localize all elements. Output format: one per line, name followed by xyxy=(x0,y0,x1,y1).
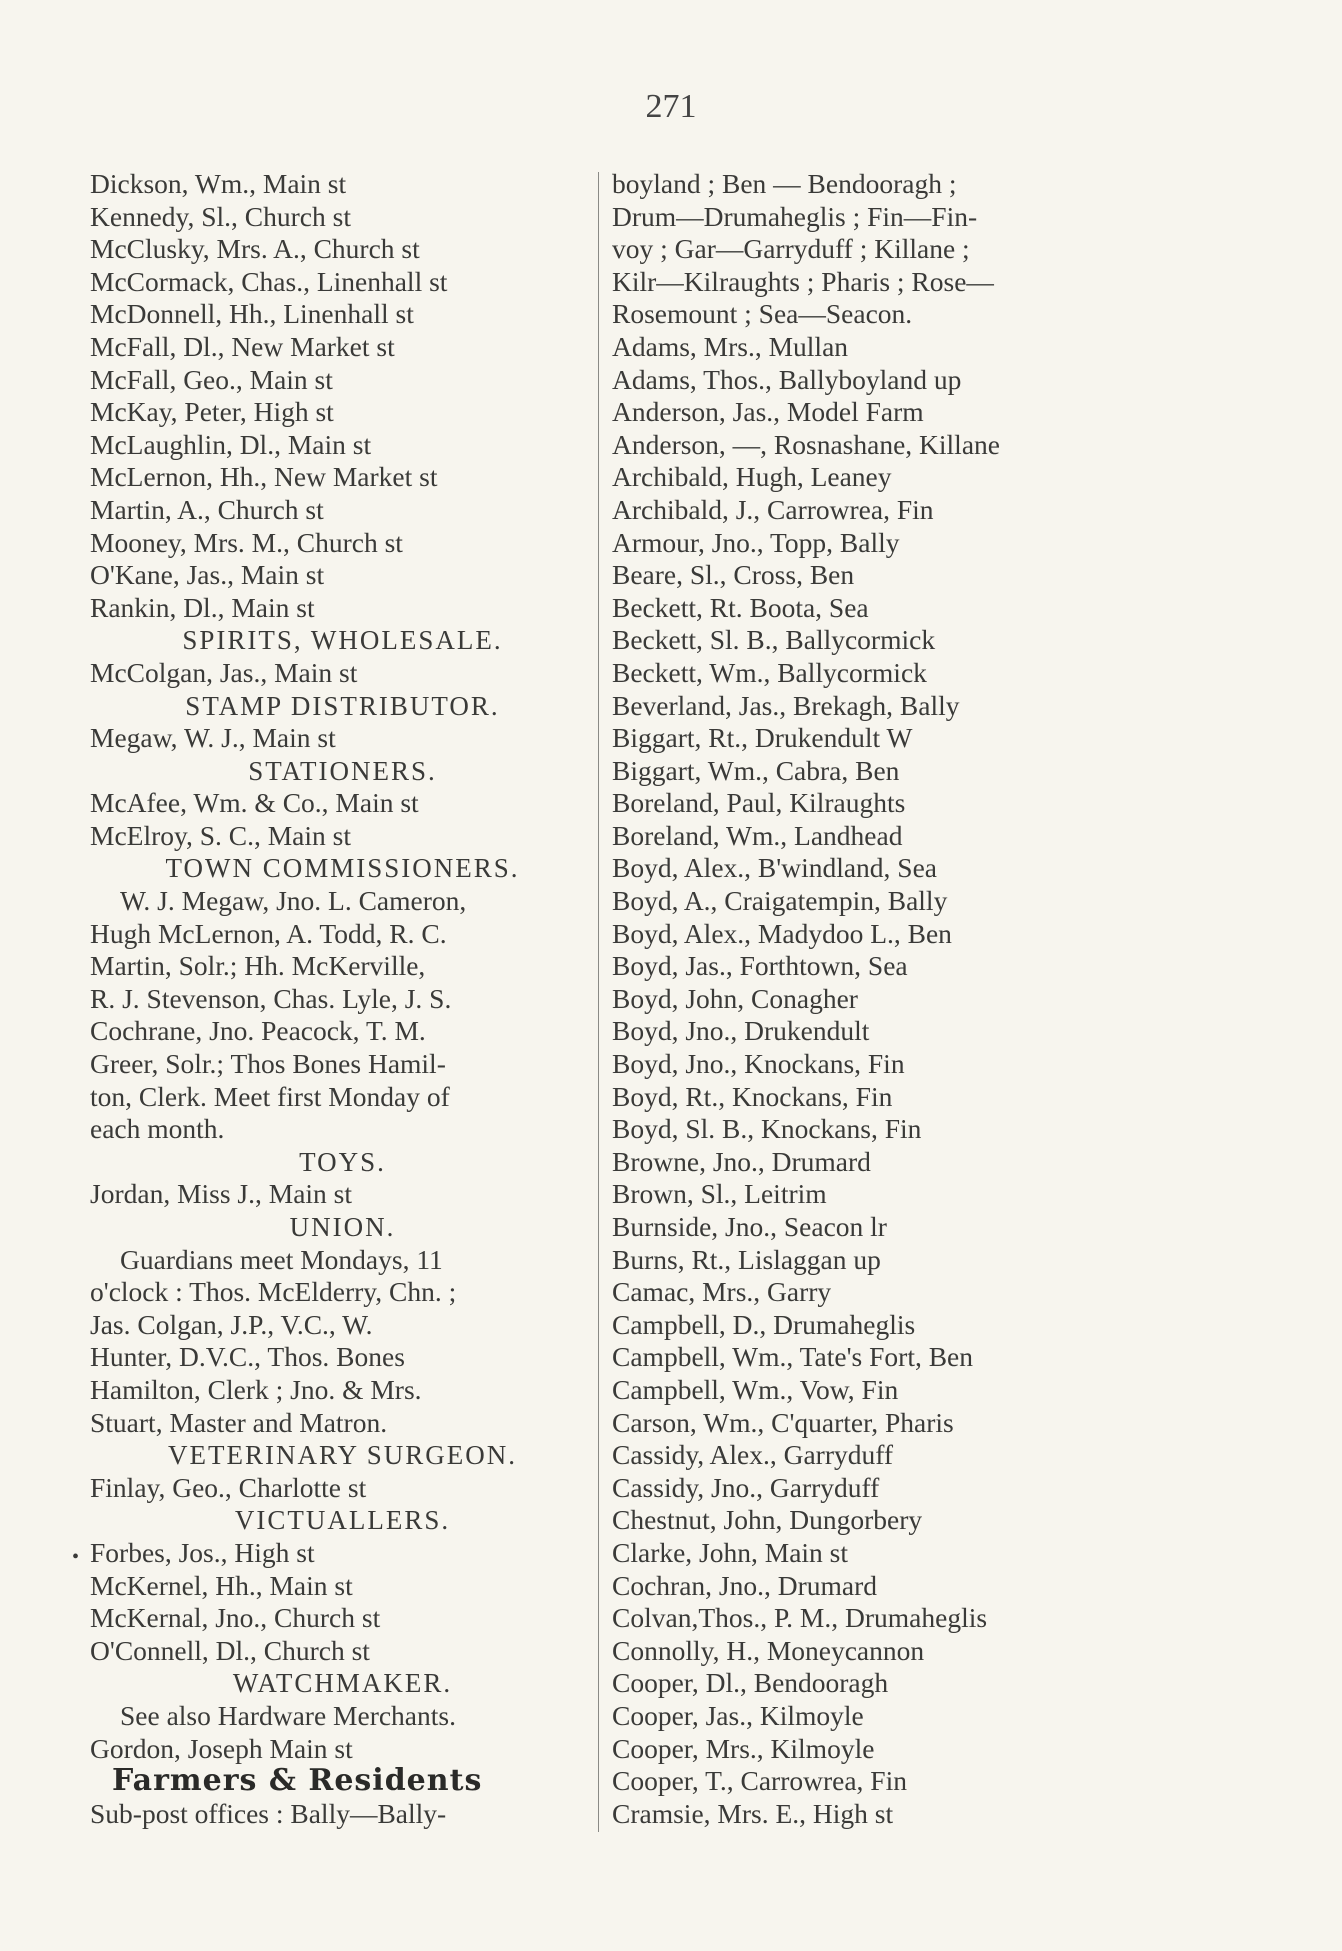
heading-farmers-residents: Farmers & Residents xyxy=(112,1763,483,1799)
resident-entry: Armour, Jno., Topp, Bally xyxy=(612,526,900,558)
directory-entry: Finlay, Geo., Charlotte st xyxy=(90,1471,367,1503)
resident-entry: Cooper, Jas., Kilmoyle xyxy=(612,1699,864,1731)
directory-entry: Mooney, Mrs. M., Church st xyxy=(90,526,403,558)
resident-entry: Clarke, John, Main st xyxy=(612,1536,849,1568)
farmers-intro: Sub-post offices : Bally—Bally- xyxy=(90,1797,447,1829)
heading-toys: TOYS. xyxy=(299,1146,386,1177)
resident-entry: Campbell, Wm., Tate's Fort, Ben xyxy=(612,1341,974,1373)
resident-entry: Cassidy, Jno., Garryduff xyxy=(612,1471,880,1503)
left-column xyxy=(72,168,595,1830)
heading-victuallers: VICTUALLERS. xyxy=(234,1505,451,1536)
resident-entry: Boreland, Wm., Landhead xyxy=(612,819,903,851)
directory-entry: McAfee, Wm. & Co., Main st xyxy=(90,787,419,819)
resident-entry: Beare, Sl., Cross, Ben xyxy=(612,559,855,591)
heading-union: UNION. xyxy=(289,1212,396,1242)
resident-entry: Cooper, Dl., Bendooragh xyxy=(612,1667,889,1699)
commissioners-line: ton, Clerk. Meet first Monday of xyxy=(90,1080,450,1112)
sub-post-offices-line: Rosemount ; Sea—Seacon. xyxy=(612,298,913,330)
sub-post-offices-line: Kilr—Kilraughts ; Pharis ; Rose— xyxy=(612,265,994,297)
resident-entry: Cooper, T., Carrowrea, Fin xyxy=(612,1765,907,1797)
union-line: Stuart, Master and Matron. xyxy=(90,1406,388,1438)
directory-entry: Martin, A., Church st xyxy=(90,493,324,525)
commissioners-line: Hugh McLernon, A. Todd, R. C. xyxy=(90,917,447,949)
resident-entry: Campbell, Wm., Vow, Fin xyxy=(612,1373,899,1405)
resident-entry: Chestnut, John, Dungorbery xyxy=(612,1504,923,1536)
resident-entry: Colvan,Thos., P. M., Drumaheglis xyxy=(612,1602,988,1634)
sub-post-offices-line: Drum—Drumaheglis ; Fin—Fin- xyxy=(612,200,978,232)
directory-entry: Jordan, Miss J., Main st xyxy=(90,1178,353,1210)
resident-entry: Adams, Mrs., Mullan xyxy=(612,330,849,362)
resident-entry: Boyd, Rt., Knockans, Fin xyxy=(612,1080,893,1112)
directory-entry: McCormack, Chas., Linenhall st xyxy=(90,265,448,297)
resident-entry: Biggart, Rt., Drukendult W xyxy=(612,722,913,754)
directory-entry: McFall, Dl., New Market st xyxy=(90,330,395,362)
right-column xyxy=(612,168,1117,1830)
union-line: Guardians meet Mondays, 11 xyxy=(120,1243,443,1275)
resident-entry: Browne, Jno., Drumard xyxy=(612,1145,871,1177)
resident-entry: Cramsie, Mrs. E., High st xyxy=(612,1797,894,1829)
union-line: o'clock : Thos. McElderry, Chn. ; xyxy=(90,1276,457,1308)
sub-post-offices-line: boyland ; Ben — Bendooragh ; xyxy=(612,168,957,199)
heading-stamp: STAMP DISTRIBUTOR. xyxy=(185,690,500,721)
resident-entry: Brown, Sl., Leitrim xyxy=(612,1178,827,1210)
commissioners-line: R. J. Stevenson, Chas. Lyle, J. S. xyxy=(90,982,452,1014)
heading-spirits: SPIRITS, WHOLESALE. xyxy=(182,625,503,656)
directory-entry: McColgan, Jas., Main st xyxy=(90,656,358,688)
directory-entry: O'Connell, Dl., Church st xyxy=(90,1634,370,1666)
union-line: Jas. Colgan, J.P., V.C., W. xyxy=(90,1308,373,1340)
directory-entry: O'Kane, Jas., Main st xyxy=(90,559,325,591)
resident-entry: Cassidy, Alex., Garryduff xyxy=(612,1439,894,1471)
resident-entry: Archibald, J., Carrowrea, Fin xyxy=(612,493,934,525)
resident-entry: Beckett, Rt. Boota, Sea xyxy=(612,591,869,623)
resident-entry: Beckett, Sl. B., Ballycormick xyxy=(612,624,936,656)
union-line: Hamilton, Clerk ; Jno. & Mrs. xyxy=(90,1373,422,1405)
heading-watchmaker: WATCHMAKER. xyxy=(232,1668,453,1699)
directory-entry: McFall, Geo., Main st xyxy=(90,363,333,395)
resident-entry: Adams, Thos., Ballyboyland up xyxy=(612,363,962,395)
heading-veterinary: VETERINARY SURGEON. xyxy=(167,1440,517,1471)
resident-entry: Boyd, Alex., B'windland, Sea xyxy=(612,852,938,884)
page-number: 271 xyxy=(645,88,697,125)
resident-entry: Boyd, Jas., Forthtown, Sea xyxy=(612,950,908,982)
commissioners-line: Greer, Solr.; Thos Bones Hamil- xyxy=(90,1048,446,1080)
resident-entry: Beverland, Jas., Brekagh, Bally xyxy=(612,689,960,721)
resident-entry: Camac, Mrs., Garry xyxy=(612,1276,832,1308)
resident-entry: Carson, Wm., C'quarter, Pharis xyxy=(612,1406,954,1438)
directory-entry: McClusky, Mrs. A., Church st xyxy=(90,233,420,265)
directory-entry: Forbes, Jos., High st xyxy=(90,1536,315,1568)
commissioners-line: Martin, Solr.; Hh. McKerville, xyxy=(90,950,426,982)
resident-entry: Anderson, Jas., Model Farm xyxy=(612,396,924,428)
resident-entry: Boyd, John, Conagher xyxy=(612,982,858,1014)
directory-entry: McLaughlin, Dl., Main st xyxy=(90,428,372,460)
commissioners-line: each month. xyxy=(90,1113,225,1145)
directory-entry: McKernal, Jno., Church st xyxy=(90,1602,381,1634)
directory-entry: McKernel, Hh., Main st xyxy=(90,1569,353,1601)
resident-entry: Boreland, Paul, Kilraughts xyxy=(612,787,906,819)
resident-entry: Boyd, Jno., Drukendult xyxy=(612,1015,870,1047)
resident-entry: Boyd, Alex., Madydoo L., Ben xyxy=(612,917,952,949)
resident-entry: Burns, Rt., Lislaggan up xyxy=(612,1243,881,1275)
commissioners-line: Cochrane, Jno. Peacock, T. M. xyxy=(90,1015,426,1047)
watch-note: See also Hardware Merchants. xyxy=(120,1699,456,1731)
directory-entry: McLernon, Hh., New Market st xyxy=(90,461,438,493)
margin-mark: • xyxy=(72,1545,80,1568)
sub-post-offices-line: voy ; Gar—Garryduff ; Killane ; xyxy=(612,233,970,265)
directory-entry: McKay, Peter, High st xyxy=(90,396,334,428)
resident-entry: Cooper, Mrs., Kilmoyle xyxy=(612,1732,875,1764)
resident-entry: Biggart, Wm., Cabra, Ben xyxy=(612,754,900,786)
directory-entry: McDonnell, Hh., Linenhall st xyxy=(90,298,414,330)
resident-entry: Beckett, Wm., Ballycormick xyxy=(612,656,927,688)
directory-entry: Kennedy, Sl., Church st xyxy=(90,200,351,232)
resident-entry: Boyd, A., Craigatempin, Bally xyxy=(612,885,948,917)
union-line: Hunter, D.V.C., Thos. Bones xyxy=(90,1341,405,1373)
resident-entry: Burnside, Jno., Seacon lr xyxy=(612,1211,887,1242)
resident-entry: Cochran, Jno., Drumard xyxy=(612,1569,878,1601)
resident-entry: Campbell, D., Drumaheglis xyxy=(612,1308,916,1340)
resident-entry: Anderson, —, Rosnashane, Killane xyxy=(612,428,1000,460)
directory-entry: Megaw, W. J., Main st xyxy=(90,722,336,754)
resident-entry: Connolly, H., Moneycannon xyxy=(612,1634,925,1666)
directory-entry: Rankin, Dl., Main st xyxy=(90,591,315,623)
resident-entry: Boyd, Sl. B., Knockans, Fin xyxy=(612,1113,922,1145)
directory-entry: Gordon, Joseph Main st xyxy=(90,1732,353,1764)
directory-entry: McElroy, S. C., Main st xyxy=(90,819,351,851)
resident-entry: Boyd, Jno., Knockans, Fin xyxy=(612,1048,905,1080)
heading-stationers: STATIONERS. xyxy=(248,755,437,786)
resident-entry: Archibald, Hugh, Leaney xyxy=(612,461,892,493)
commissioners-line: W. J. Megaw, Jno. L. Cameron, xyxy=(120,885,467,917)
directory-entry: Dickson, Wm., Main st xyxy=(90,168,347,199)
column-divider xyxy=(598,172,599,1832)
heading-town-commissioners: TOWN COMMISSIONERS. xyxy=(165,853,520,884)
